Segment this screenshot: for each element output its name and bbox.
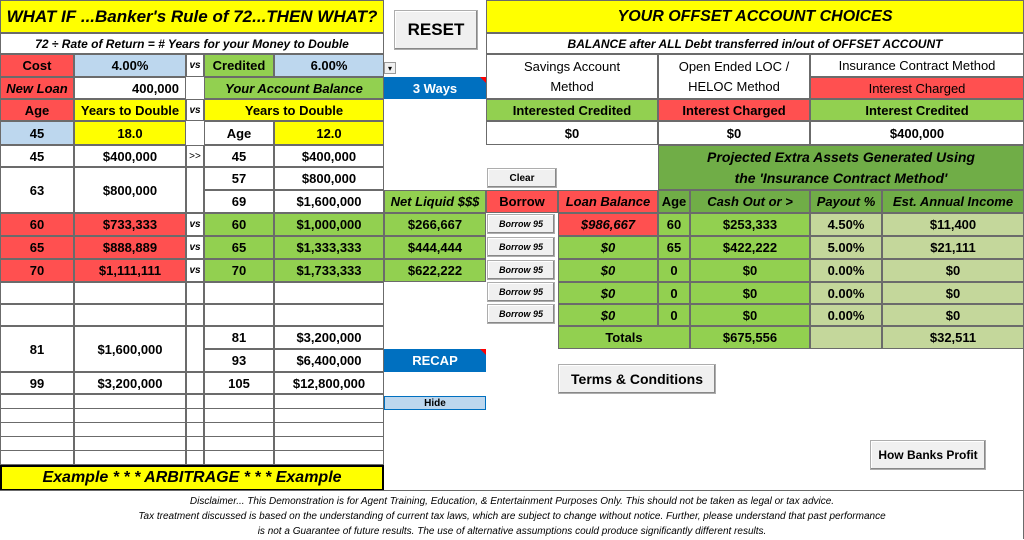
acct-value: $400,000: [274, 145, 384, 167]
heloc-line2: HELOC Method: [688, 78, 780, 94]
age-input[interactable]: 45: [0, 121, 74, 145]
empty-cell: [74, 394, 186, 465]
grid-line: [0, 422, 384, 423]
savings-method-header: [486, 54, 658, 99]
empty-cell: [274, 282, 384, 304]
cash-out-cell: $253,333: [690, 213, 810, 236]
chevron-down-icon[interactable]: ▾: [384, 62, 396, 74]
acct-age: 57: [204, 167, 274, 190]
credited-input[interactable]: 6.00%: [274, 54, 384, 77]
cost-input[interactable]: 4.00%: [74, 54, 186, 77]
income-cell: $0: [882, 282, 1024, 304]
empty-cell: [0, 282, 74, 304]
loan-value: $888,889: [74, 236, 186, 259]
heloc-balance: $0: [658, 121, 810, 145]
borrow-header: Borrow: [486, 190, 558, 213]
acct-value: $6,400,000: [274, 349, 384, 372]
projected-line2: the 'Insurance Contract Method': [734, 169, 948, 186]
cash-out-header: Cash Out or >: [690, 190, 810, 213]
left-title: WHAT IF ...Banker's Rule of 72...THEN WHAT?: [0, 0, 384, 33]
acct-years-to-double-header: Years to Double: [204, 99, 384, 121]
acct-age: 60: [204, 213, 274, 236]
payout-cell: 0.00%: [810, 259, 882, 282]
comment-indicator: [480, 349, 486, 355]
acct-value: $1,600,000: [274, 190, 384, 213]
loan-value: $400,000: [74, 145, 186, 167]
loan-age: 99: [0, 372, 74, 394]
terms-conditions-button[interactable]: Terms & Conditions: [558, 364, 716, 394]
borrow-95-button[interactable]: Borrow 95: [487, 304, 555, 324]
savings-rate-label: Interested Credited: [486, 99, 658, 121]
age-cell: 0: [658, 304, 690, 326]
three-ways-label: 3 Ways: [412, 80, 458, 96]
loan-balance-header: Loan Balance: [558, 190, 658, 213]
loan-balance-cell: $0: [558, 259, 658, 282]
heloc-method-header: [658, 54, 810, 99]
totals-cash-out: $675,556: [690, 326, 810, 349]
acct-value: $3,200,000: [274, 326, 384, 349]
cash-out-cell: $422,222: [690, 236, 810, 259]
hide-button[interactable]: Hide: [384, 396, 486, 410]
loan-balance-cell: $0: [558, 282, 658, 304]
age-cell: 0: [658, 282, 690, 304]
acct-years-value: 12.0: [274, 121, 384, 145]
loan-age: 60: [0, 213, 74, 236]
empty-cell: [186, 282, 204, 304]
income-cell: $0: [882, 304, 1024, 326]
disclaimer-line3: is not a Guarantee of future results. The use of alternative assumptions could produce significantly different results.: [257, 526, 767, 537]
loan-value: $800,000: [74, 167, 186, 213]
vs-label: vs: [186, 213, 204, 236]
acct-age: 45: [204, 145, 274, 167]
example-banner: Example * * * ARBITRAGE * * * Example: [0, 465, 384, 491]
grid-line: [0, 436, 384, 437]
payout-cell: 4.50%: [810, 213, 882, 236]
account-balance-label: Your Account Balance: [204, 77, 384, 99]
payout-cell: 5.00%: [810, 236, 882, 259]
empty-cell: [74, 282, 186, 304]
heloc-rate-label: Interest Charged: [658, 99, 810, 121]
empty-cell: [274, 394, 384, 465]
net-liquid-value: $622,222: [384, 259, 486, 282]
vs-label: vs: [186, 259, 204, 282]
recap-button[interactable]: [384, 349, 486, 372]
loan-balance-cell: $0: [558, 304, 658, 326]
acct-value: $1,333,333: [274, 236, 384, 259]
age-cell: 60: [658, 213, 690, 236]
age-header: Age: [0, 99, 74, 121]
borrow-95-button[interactable]: Borrow 95: [487, 214, 555, 234]
cost-label: Cost: [0, 54, 74, 77]
totals-label: Totals: [558, 326, 690, 349]
savings-balance: $0: [486, 121, 658, 145]
vs-label: vs: [186, 99, 204, 121]
empty-cell: [0, 394, 74, 465]
acct-value: $1,733,333: [274, 259, 384, 282]
empty-cell: [74, 304, 186, 326]
empty-cell: [204, 282, 274, 304]
cash-out-cell: $0: [690, 304, 810, 326]
vs-label: vs: [186, 54, 204, 77]
savings-line2: Method: [550, 78, 594, 94]
loan-balance-cell: $986,667: [558, 213, 658, 236]
empty-cell: [186, 304, 204, 326]
new-loan-label: New Loan: [0, 77, 74, 99]
grid-line: [0, 450, 384, 451]
loan-age: 65: [0, 236, 74, 259]
acct-age: 65: [204, 236, 274, 259]
vs-label: vs: [186, 236, 204, 259]
borrow-95-button[interactable]: Borrow 95: [487, 260, 555, 280]
loan-value: $1,600,000: [74, 326, 186, 372]
credited-label: Credited: [204, 54, 274, 77]
disclaimer-line1: Disclaimer... This Demonstration is for Agent Training, Education, & Entertainment Purposes Only. This should not be taken as legal or tax advice.: [189, 496, 835, 507]
age-cell: 0: [658, 259, 690, 282]
loan-age: 70: [0, 259, 74, 282]
right-subtitle: BALANCE after ALL Debt transferred in/out of OFFSET ACCOUNT: [486, 33, 1024, 54]
insurance-balance: $400,000: [810, 121, 1024, 145]
recap-label: RECAP: [412, 353, 458, 368]
heloc-line1: Open Ended LOC /: [678, 58, 790, 74]
projected-assets-header: [658, 145, 1024, 190]
grid-line: [0, 408, 384, 409]
loan-age: 45: [0, 145, 74, 167]
acct-value: $1,000,000: [274, 213, 384, 236]
loan-value: $733,333: [74, 213, 186, 236]
arrow-label: >>: [186, 145, 204, 167]
loan-years-to-double-header: Years to Double: [74, 99, 186, 121]
income-cell: $0: [882, 259, 1024, 282]
insurance-interest-charged: Interest Charged: [810, 77, 1024, 99]
loan-age: 81: [0, 326, 74, 372]
loan-value: $1,111,111: [74, 259, 186, 282]
loan-value: $3,200,000: [74, 372, 186, 394]
payout-header: Payout %: [810, 190, 882, 213]
empty-cell: [274, 304, 384, 326]
age-cell: 65: [658, 236, 690, 259]
spacer-cell: [186, 326, 204, 372]
empty-cell: [204, 394, 274, 465]
empty-cell: [204, 304, 274, 326]
right-title: YOUR OFFSET ACCOUNT CHOICES: [486, 0, 1024, 33]
spacer-cell: [186, 167, 204, 213]
net-liquid-value: $444,444: [384, 236, 486, 259]
how-banks-profit-button[interactable]: How Banks Profit: [870, 440, 986, 470]
insurance-rate-label: Interest Credited: [810, 99, 1024, 121]
loan-age: 63: [0, 167, 74, 213]
cash-out-cell: $0: [690, 282, 810, 304]
acct-age-header: Age: [204, 121, 274, 145]
loan-balance-cell: $0: [558, 236, 658, 259]
new-loan-input[interactable]: 400,000: [74, 77, 186, 99]
loan-years-value: 18.0: [74, 121, 186, 145]
totals-payout-empty: [810, 326, 882, 349]
disclaimer-line2: Tax treatment discussed is based on the understanding of current tax laws, which are subject to change without notice. Further, please understand that past performance: [138, 511, 886, 522]
income-header: Est. Annual Income: [882, 190, 1024, 213]
borrow-95-button[interactable]: Borrow 95: [487, 237, 555, 257]
clear-button[interactable]: Clear: [487, 168, 557, 188]
payout-cell: 0.00%: [810, 304, 882, 326]
three-ways-button[interactable]: [384, 77, 486, 99]
disclaimer: [0, 490, 1024, 540]
acct-value: $800,000: [274, 167, 384, 190]
income-cell: $21,111: [882, 236, 1024, 259]
acct-age: 93: [204, 349, 274, 372]
empty-cell: [186, 394, 204, 465]
acct-value: $12,800,000: [274, 372, 384, 394]
acct-age: 81: [204, 326, 274, 349]
totals-income: $32,511: [882, 326, 1024, 349]
acct-age: 70: [204, 259, 274, 282]
net-liquid-header: Net Liquid $$$: [384, 190, 486, 213]
empty-cell: [0, 304, 74, 326]
cash-out-cell: $0: [690, 259, 810, 282]
age-col-header: Age: [658, 190, 690, 213]
income-cell: $11,400: [882, 213, 1024, 236]
acct-age: 105: [204, 372, 274, 394]
acct-age: 69: [204, 190, 274, 213]
payout-cell: 0.00%: [810, 282, 882, 304]
savings-line1: Savings Account: [523, 58, 621, 74]
borrow-95-button[interactable]: Borrow 95: [487, 282, 555, 302]
projected-line1: Projected Extra Assets Generated Using: [707, 148, 975, 165]
net-liquid-value: $266,667: [384, 213, 486, 236]
insurance-method-header: Insurance Contract Method: [810, 54, 1024, 77]
reset-button[interactable]: RESET: [394, 10, 478, 50]
left-subtitle: 72 ÷ Rate of Return = # Years for your Money to Double: [0, 33, 384, 54]
spacer-cell: [186, 372, 204, 394]
